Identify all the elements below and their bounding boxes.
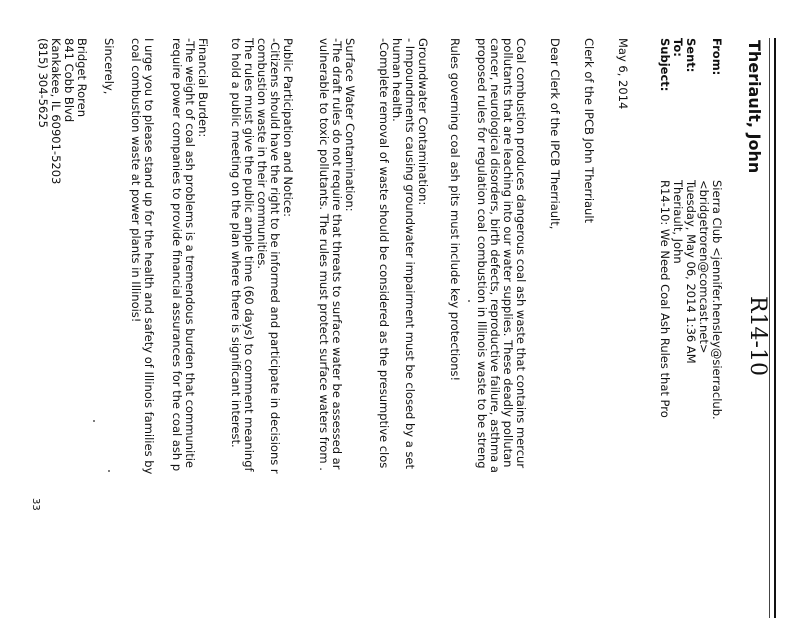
groundwater-line: human health.	[390, 38, 404, 122]
groundwater-line: - Impoundments causing groundwater impairment must be closed by a set	[403, 38, 417, 470]
page-number: 33	[30, 498, 41, 511]
signature-phone: (815) 304-5625	[36, 38, 50, 128]
header-rule-thick	[774, 38, 776, 618]
scan-speck	[468, 300, 470, 302]
rules-line: Rules governing coal ash pits must include key protections!	[448, 38, 462, 382]
signature-street: 841 Cobb Blvd	[62, 38, 76, 123]
surface-line: vulnerable to toxic pollutants. The rules must protect surface waters from .	[317, 38, 331, 471]
groundwater-heading: Groundwater Contamination:	[416, 38, 430, 206]
to-value: Theriault, John	[671, 180, 685, 264]
subject-label: Subject:	[658, 38, 672, 92]
sent-value: Tuesday, May 06, 2014 1:36 AM	[684, 180, 698, 364]
public-line: to hold a public meeting on the plan where there is significant interest.	[229, 38, 243, 448]
intro-line: cancer, neurological disorders, birth defects, reproductive failure, asthma a	[488, 38, 502, 473]
intro-line: proposed rules for regulation coal combustion in Illinois waste to be streng	[475, 38, 489, 469]
from-email-value: <bridgetroren@comcast.net>	[697, 180, 711, 354]
sent-label: Sent:	[684, 38, 698, 73]
public-line: The rules must give the public ample time (60 days) to comment meaningf	[242, 38, 256, 472]
financial-line: -The weight of coal ash problems is a tremendous burden that communitie	[183, 38, 197, 468]
public-line: -Citizens should have the right to be informed and participate in decisions r	[268, 38, 282, 474]
from-value: Sierra Club <jennifer.hensley@sierraclub.	[710, 180, 724, 420]
letter-date: May 6, 2014	[616, 38, 630, 110]
public-heading: Public Participation and Notice:	[281, 38, 295, 218]
closing-line: I urge you to please stand up for the health and safety of Illinois families by	[142, 38, 156, 475]
to-label: To:	[671, 38, 685, 57]
scan-speck	[108, 470, 110, 472]
intro-line: pollutants that are leaching into our water supplies. These deadly pollutan	[501, 38, 515, 468]
letter-salutation: Dear Clerk of the IPCB Therriault,	[548, 38, 562, 230]
recipient-name-title: Theriault, John	[745, 40, 764, 174]
financial-line: require power companies to provide financial assurances for the coal ash p	[170, 38, 184, 472]
financial-heading: Financial Burden:	[196, 38, 210, 138]
surface-heading: Surface Water Contamination:	[343, 38, 357, 212]
letter-recipient: Clerk of the IPCB John Therriault	[582, 38, 596, 224]
subject-value: R14-10: We Need Coal Ash Rules that Pro	[658, 180, 672, 418]
sign-off: Sincerely,	[102, 38, 116, 95]
closing-line: coal combustion waste at power plants in Illinois!	[129, 38, 143, 323]
groundwater-line: -Complete removal of waste should be considered as the presumptive clos	[377, 38, 391, 469]
signature-city: Kankakee, IL 60901-5203	[49, 38, 63, 185]
signature-name: Bridget Roren	[75, 38, 89, 118]
scan-speck	[93, 420, 95, 422]
from-label: From:	[710, 38, 724, 76]
intro-line: Coal combustion produces dangerous coal ash waste that contains mercur	[514, 38, 528, 469]
surface-line: -The draft rules do not require that threats to surface water be assessed ar	[330, 38, 344, 470]
public-line: combustion waste in their communities.	[255, 38, 269, 270]
docket-number: R14-10	[745, 296, 770, 376]
